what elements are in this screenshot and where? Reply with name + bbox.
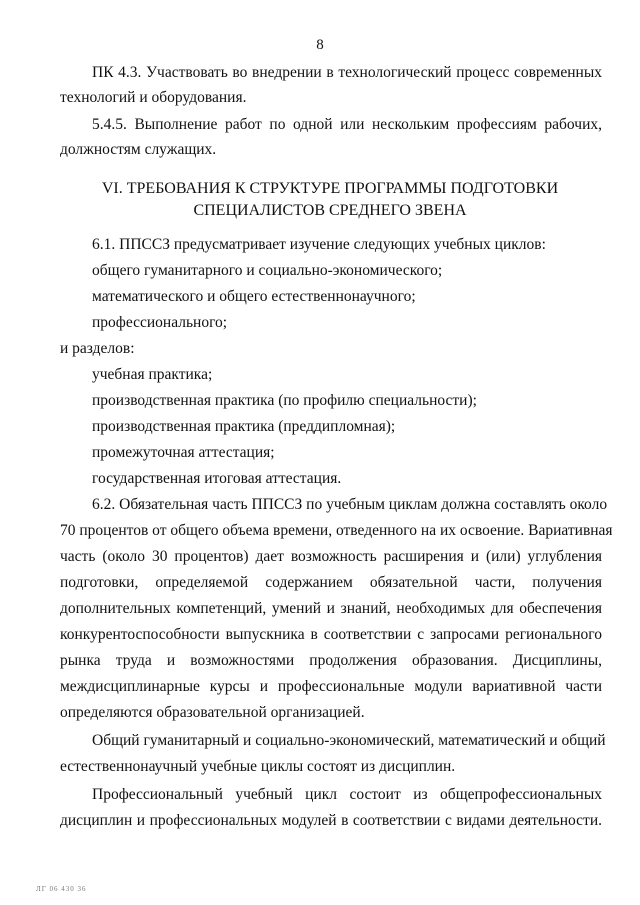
text-line: должностям служащих.	[60, 141, 217, 158]
list-item: производственная практика (по профилю специальности);	[92, 392, 477, 409]
list-item: производственная практика (преддипломная);	[92, 418, 396, 435]
list-item: математического и общего естественнонаучного;	[92, 288, 416, 305]
text-line: междисциплинарные курсы и профессиональные модули вариативной части	[60, 678, 602, 695]
text-line: конкурентоспособности выпускника в соответствии с запросами регионального	[60, 626, 602, 643]
text-line: Профессиональный учебный цикл состоит из общепрофессиональных	[92, 786, 602, 803]
text-line: подготовки, определяемой содержанием обязательной части, получения	[60, 574, 602, 591]
text-line: и разделов:	[60, 340, 135, 357]
text-line: рынка труда и возможностями продолжения образования. Дисциплины,	[60, 652, 602, 669]
text-line: 6.1. ППССЗ предусматривает изучение следующих учебных циклов:	[92, 236, 546, 253]
section-heading: VI. ТРЕБОВАНИЯ К СТРУКТУРЕ ПРОГРАММЫ ПОДГОТОВКИ	[101, 180, 559, 197]
text-line: естественнонаучный учебные циклы состоят из дисциплин.	[60, 758, 456, 775]
section-heading: СПЕЦИАЛИСТОВ СРЕДНЕГО ЗВЕНА	[193, 202, 467, 219]
text-line: 70 процентов от общего объема времени, отведенного на их освоение. Вариативная	[60, 522, 613, 539]
text-line: часть (около 30 процентов) дает возможность расширения и (или) углубления	[60, 548, 602, 565]
text-line: определяются образовательной организацией.	[60, 704, 365, 721]
text-line: дисциплин и профессиональных модулей в соответствии с видами деятельности.	[60, 812, 602, 829]
list-item: государственная итоговая аттестация.	[92, 470, 342, 487]
text-line: ПК 4.3. Участвовать во внедрении в технологический процесс современных	[92, 64, 602, 81]
text-line: технологий и оборудования.	[60, 89, 247, 106]
list-item: учебная практика;	[92, 366, 213, 383]
list-item: общего гуманитарного и социально-экономического;	[92, 262, 443, 279]
list-item: профессионального;	[92, 314, 228, 331]
text-line: 5.4.5. Выполнение работ по одной или нескольким профессиям рабочих,	[92, 116, 602, 133]
text-line: 6.2. Обязательная часть ППССЗ по учебным циклам должна составлять около	[92, 496, 608, 513]
text-line: дополнительных компетенций, умений и знаний, необходимых для обеспечения	[60, 600, 602, 617]
text-line: Общий гуманитарный и социально-экономический, математический и общий	[92, 732, 606, 749]
footer-code: ЛГ 06 430 36	[36, 885, 87, 893]
list-item: промежуточная аттестация;	[92, 444, 275, 461]
page-number: 8	[316, 37, 324, 53]
